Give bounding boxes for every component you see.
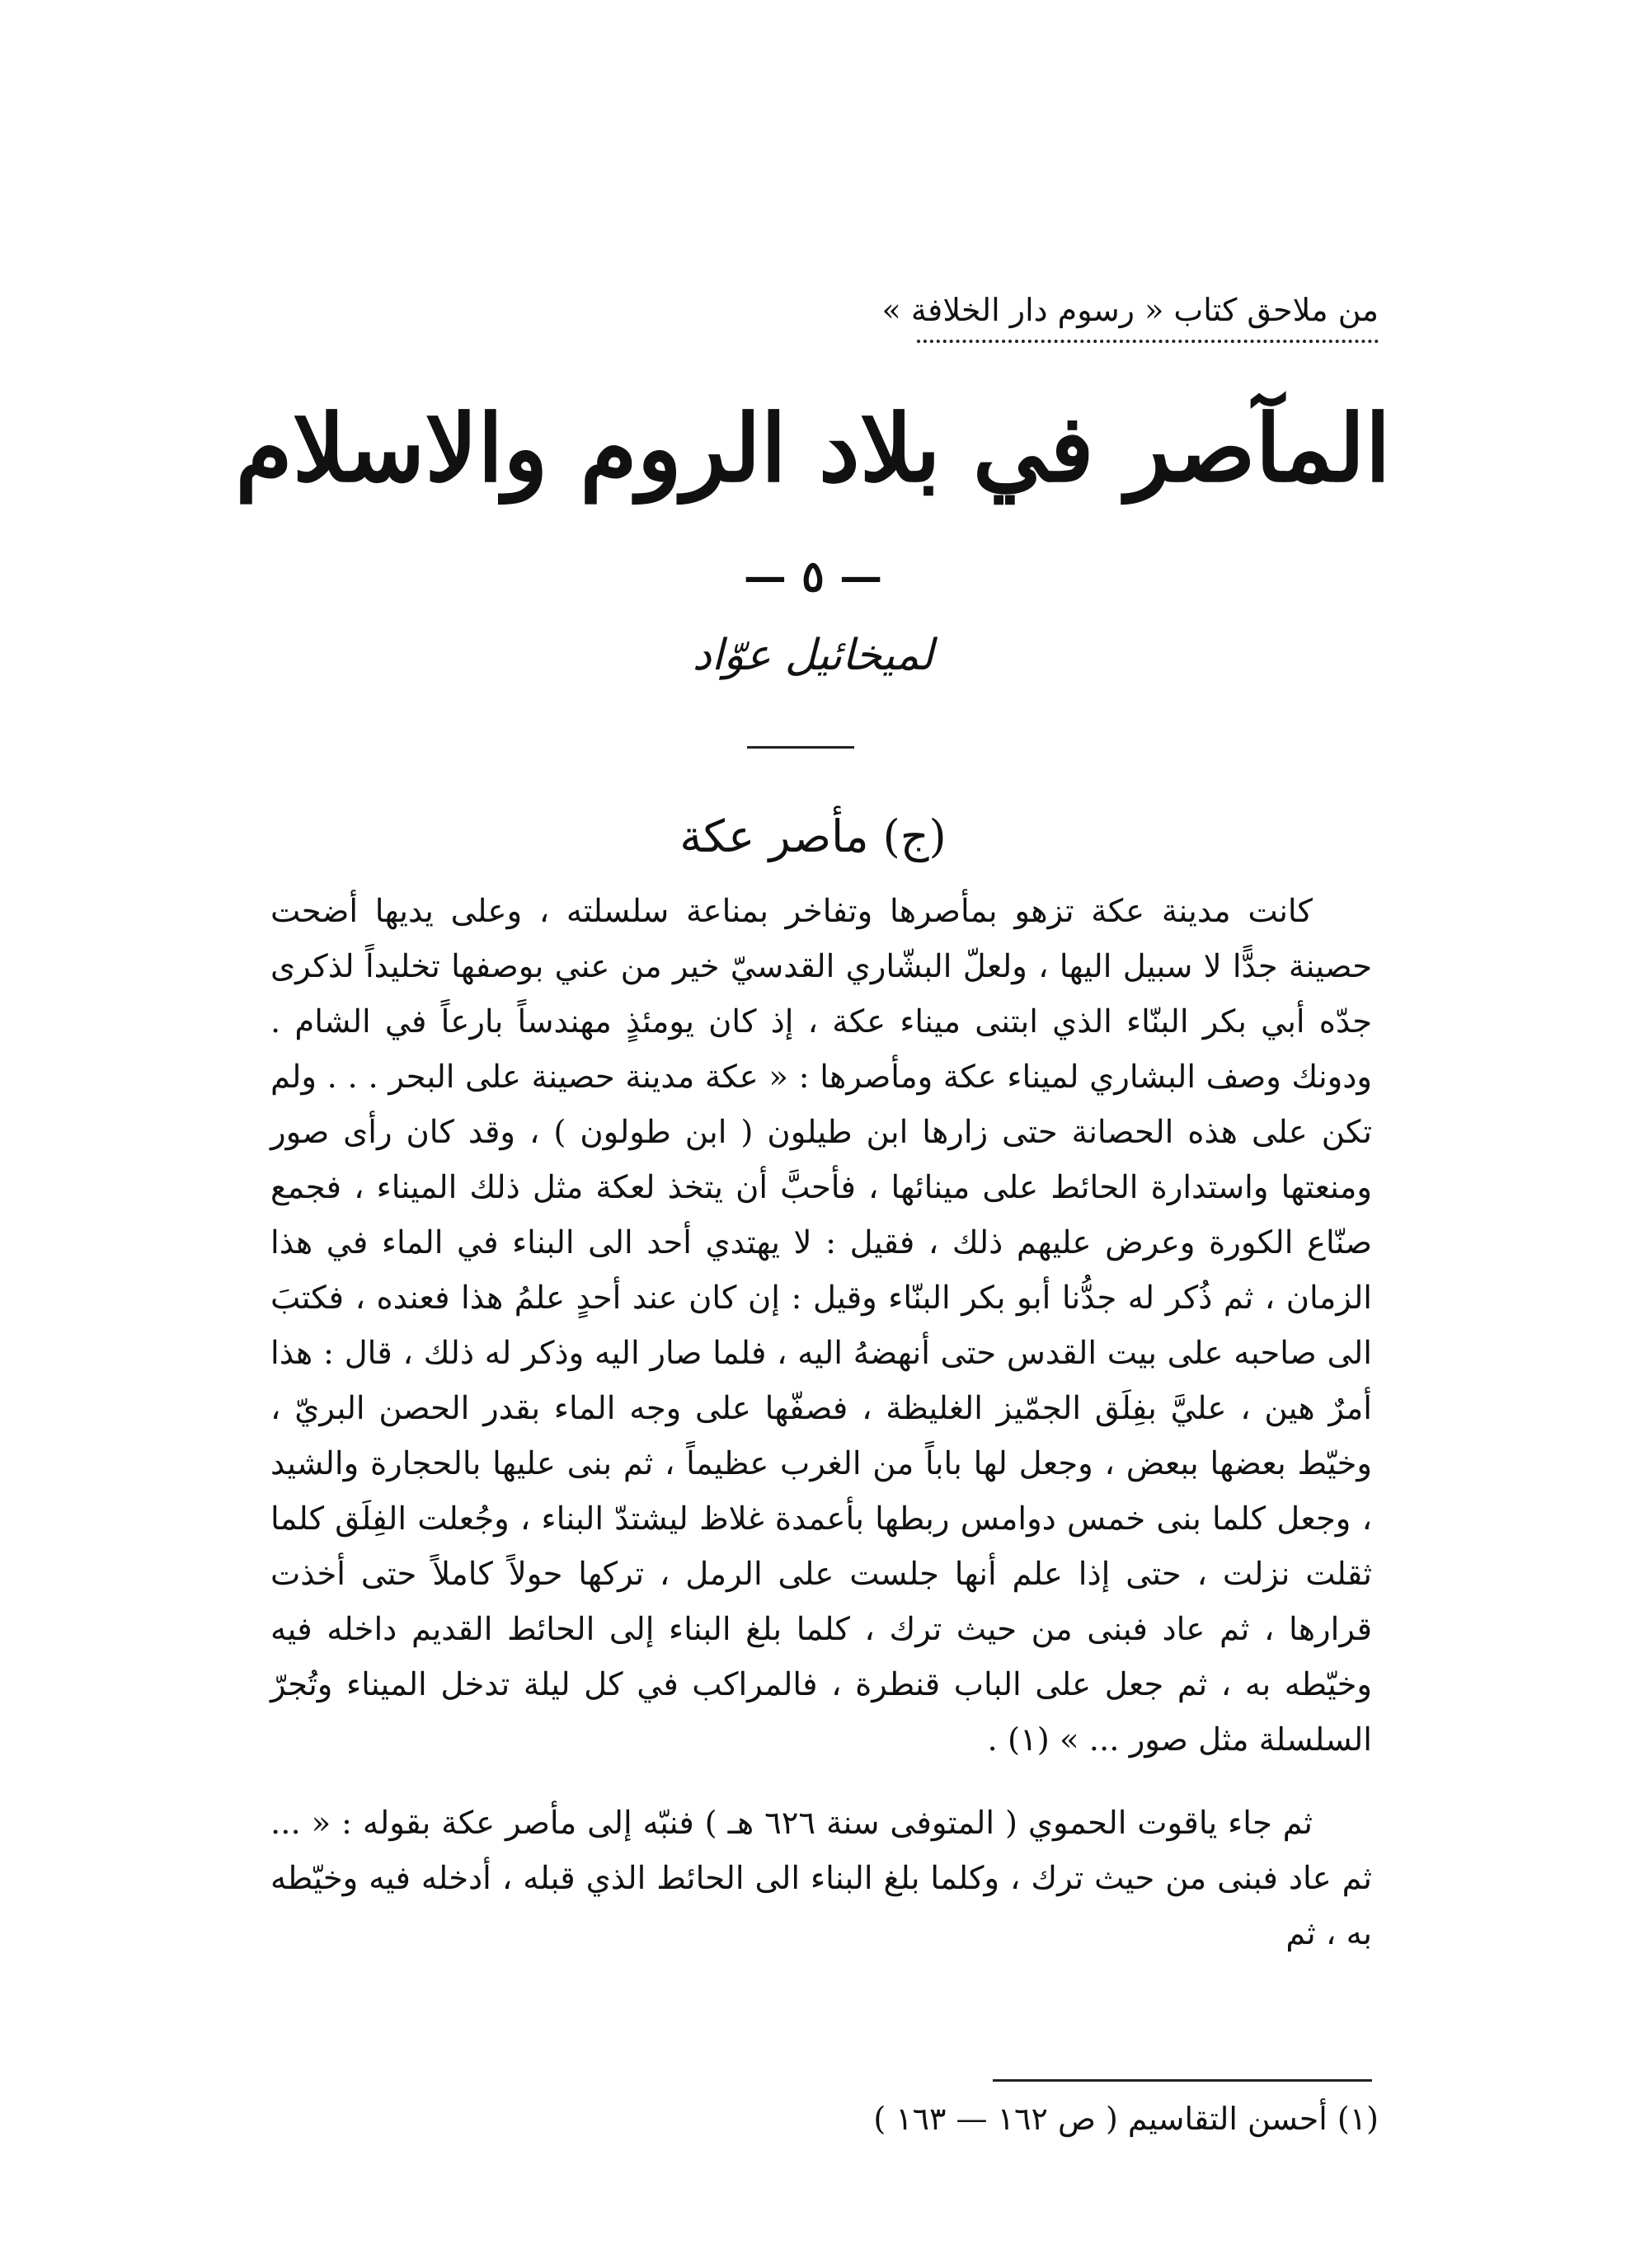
part-number: — ٥ — bbox=[743, 552, 883, 602]
paragraph-1: كانت مدينة عكة تزهو بمأصرها وتفاخر بمناعة سلسلته ، وعلى يديها أضحت حصينة جدًّا لا سبيل اليها ، ولعلّ البشّاري القدسيّ خير من عني بوصفها تخليداً لذكرى جدّه أبي بكر البنّاء الذي ابتنى ميناء عكة ، إذ كان يومئذٍ مهندساً بارعاً في الشام . ودونك وصف البشاري لميناء عكة ومأصرها : « عكة مدينة حصينة على البحر . . . ولم تكن على هذه الحصانة حتى زارها ابن طيلون ( ابن طولون ) ، وقد كان رأى صور ومنعتها واستدارة الحائط على مينائها ، فأحبَّ أن يتخذ لعكة مثل ذلك الميناء ، فجمع صنّاع الكورة وعرض عليهم ذلك ، فقيل : لا يهتدي أحد الى البناء في الماء في هذا الزمان ، ثم ذُكر له جدُّنا أبو بكر البنّاء وقيل : إن كان عند أحدٍ علمُ هذا فعنده ، فكتبَ الى صاحبه على بيت القدس حتى أنهضهُ اليه ، فلما صار اليه وذكر له ذلك ، قال : هذا أمرٌ هين ، عليَّ بفِلَق الجمّيز الغليظة ، فصفّها على وجه الماء بقدر الحصن البريّ ، وخيّط بعضها ببعض ، وجعل لها باباً من الغرب عظيماً ، ثم بنى عليها بالحجارة والشيد ، وجعل كلما بنى خمس دوامس ربطها بأعمدة غلاظ ليشتدّ البناء ، وجُعلت الفِلَق كلما ثقلت نزلت ، حتى إذا علم أنها جلست على الرمل ، تركها حولاً كاملاً حتى أخذت قرارها ، ثم عاد فبنى من حيث ترك ، كلما بلغ البناء إلى الحائط القديم داخله فيه وخيّطه به ، ثم جعل على الباب قنطرة ، فالمراكب في كل ليلة تدخل الميناء وتُجرّ السلسلة مثل صور ... » (١) . bbox=[270, 893, 1372, 1759]
body-text bbox=[270, 884, 1372, 1961]
paragraph-2: ثم جاء ياقوت الحموي ( المتوفى سنة ٦٢٦ هـ ) فنبّه إلى مأصر عكة بقوله : « ... ثم عاد فبنى من حيث ترك ، وكلما بلغ البناء الى الحائط الذي قبله ، أدخله فيه وخيّطه به ، ثم bbox=[270, 1805, 1372, 1952]
footnote-rule bbox=[993, 2079, 1372, 2082]
footnote: (١) أحسن التقاسيم ( ص ١٦٢ — ١٦٣ ) bbox=[873, 2101, 1379, 2137]
title-divider bbox=[747, 746, 854, 749]
article-title: المآصر في بلاد الروم والاسلام bbox=[235, 395, 1391, 503]
section-heading: (ج) مأصر عكة bbox=[679, 810, 947, 862]
author-name: لميخائيل عوّاد bbox=[692, 631, 934, 680]
running-head-rule bbox=[917, 340, 1379, 343]
running-head: من ملاحق كتاب « رسوم دار الخلافة » bbox=[881, 292, 1379, 328]
